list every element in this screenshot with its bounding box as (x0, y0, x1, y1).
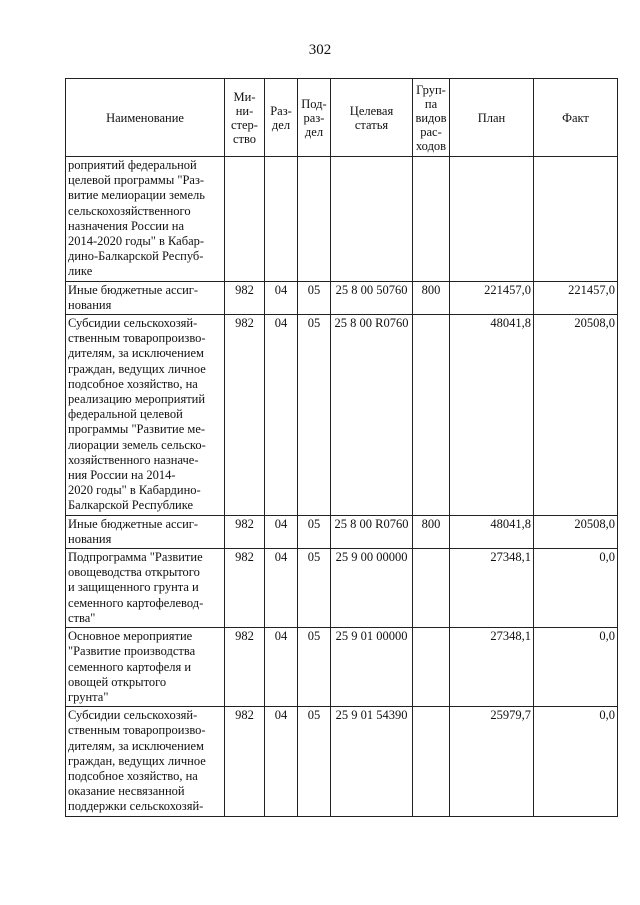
cell-fact: 221457,0 (534, 281, 618, 314)
cell-ministry: 982 (225, 515, 265, 548)
name-line: витие мелиорации земель (68, 188, 205, 203)
name-line: Балкарской Республике (68, 498, 194, 513)
cell-subsection: 05 (298, 281, 331, 314)
name-line: роприятий федеральной (68, 158, 197, 172)
cell-target (331, 157, 413, 282)
budget-table (65, 78, 618, 817)
name-line: хозяйственного назначе- (68, 452, 199, 467)
cell-target: 25 8 00 50760 (331, 281, 413, 314)
name-line: 2020 годы" в Кабардино- (68, 483, 201, 498)
name-line: Иные бюджетные ассиг- (68, 516, 199, 531)
name-line: подсобное хозяйство, на (68, 768, 198, 783)
name-line: грунта" (68, 689, 109, 704)
name-line: граждан, ведущих личное (68, 361, 206, 376)
cell-plan (450, 157, 534, 282)
name-line: нования (68, 297, 112, 312)
name-line: дино-Балкарской Респуб- (68, 249, 204, 264)
cell-target: 25 8 00 R0760 (331, 315, 413, 516)
table-row (66, 628, 618, 707)
header-line: Груп- (416, 82, 446, 97)
cell-name (66, 707, 225, 816)
cell-section (265, 157, 298, 282)
header-line: Целевая (349, 103, 394, 118)
header-line: видов (415, 110, 447, 125)
header-line: статья (354, 117, 389, 132)
header-section (265, 79, 298, 157)
cell-group (413, 157, 450, 282)
name-line: ства" (68, 610, 96, 625)
table-row (66, 281, 618, 314)
header-fact: Факт (534, 79, 618, 157)
name-line: ния России на 2014- (68, 468, 176, 483)
name-line: дителям, за исключением (68, 738, 204, 753)
table-row (66, 157, 618, 282)
name-line: ственным товаропроизво- (68, 331, 206, 346)
name-line: лике (68, 264, 93, 279)
cell-group (413, 628, 450, 707)
name-line: реализацию мероприятий (68, 392, 206, 407)
cell-group: 800 (413, 281, 450, 314)
cell-section: 04 (265, 549, 298, 628)
table-body (66, 157, 618, 817)
name-line: ственным товаропроизво- (68, 723, 206, 738)
cell-ministry: 982 (225, 707, 265, 816)
name-line: и защищенного грунта и (68, 580, 199, 595)
cell-ministry: 982 (225, 549, 265, 628)
header-line: Раз- (270, 103, 292, 118)
header-target (331, 79, 413, 157)
cell-plan: 221457,0 (450, 281, 534, 314)
header-plan: План (450, 79, 534, 157)
name-line: дителям, за исключением (68, 346, 204, 361)
cell-plan: 25979,7 (450, 707, 534, 816)
name-line: Субсидии сельскохозяй- (68, 316, 198, 331)
cell-target: 25 9 01 00000 (331, 628, 413, 707)
header-line: стер- (231, 117, 258, 132)
cell-plan: 48041,8 (450, 315, 534, 516)
name-line: Субсидии сельскохозяй- (68, 708, 198, 723)
cell-section: 04 (265, 628, 298, 707)
name-line: Иные бюджетные ассиг- (68, 282, 199, 297)
cell-subsection (298, 157, 331, 282)
cell-fact (534, 157, 618, 282)
table-row (66, 515, 618, 548)
header-subsection (298, 79, 331, 157)
name-line: "Развитие производства (68, 644, 196, 659)
cell-section: 04 (265, 315, 298, 516)
header-line: ходов (415, 138, 447, 153)
cell-subsection: 05 (298, 707, 331, 816)
cell-group: 800 (413, 515, 450, 548)
cell-target: 25 9 01 54390 (331, 707, 413, 816)
header-row (66, 79, 618, 157)
cell-fact: 20508,0 (534, 315, 618, 516)
header-line: па (424, 96, 438, 111)
cell-group (413, 315, 450, 516)
header-group (413, 79, 450, 157)
cell-section: 04 (265, 707, 298, 816)
cell-plan: 27348,1 (450, 628, 534, 707)
name-line: Подпрограмма "Развитие (68, 550, 203, 565)
header-line: дел (304, 124, 324, 139)
cell-name (66, 157, 225, 282)
name-line: граждан, ведущих личное (68, 753, 206, 768)
cell-section: 04 (265, 281, 298, 314)
cell-name (66, 515, 225, 548)
cell-target: 25 9 00 00000 (331, 549, 413, 628)
cell-group (413, 549, 450, 628)
header-line: ство (232, 131, 257, 146)
name-line: нования (68, 531, 112, 546)
page-number: 302 (308, 42, 332, 58)
cell-name (66, 281, 225, 314)
cell-group (413, 707, 450, 816)
cell-subsection: 05 (298, 515, 331, 548)
cell-name (66, 315, 225, 516)
cell-subsection: 05 (298, 315, 331, 516)
cell-name (66, 549, 225, 628)
name-line: федеральной целевой (68, 407, 183, 422)
name-line: подсобное хозяйство, на (68, 376, 198, 391)
table-row (66, 315, 618, 516)
cell-subsection: 05 (298, 549, 331, 628)
header-line: ни- (235, 103, 254, 118)
name-line: целевой программы "Раз- (68, 173, 205, 188)
header-line: дел (271, 117, 291, 132)
name-line: 2014-2020 годы" в Кабар- (68, 234, 205, 249)
cell-fact: 0,0 (534, 707, 618, 816)
name-line: Основное мероприятие (68, 629, 193, 644)
table-row (66, 707, 618, 816)
header-ministry (225, 79, 265, 157)
cell-ministry: 982 (225, 281, 265, 314)
name-line: сельскохозяйственного (68, 203, 191, 218)
table-row (66, 549, 618, 628)
name-line: семенного картофеля и (68, 659, 192, 674)
name-line: оказание несвязанной (68, 784, 185, 799)
header-line: рас- (420, 124, 442, 139)
cell-plan: 27348,1 (450, 549, 534, 628)
header-line: раз- (303, 110, 325, 125)
cell-target: 25 8 00 R0760 (331, 515, 413, 548)
header-name: Наименование (66, 79, 225, 157)
cell-plan: 48041,8 (450, 515, 534, 548)
cell-ministry (225, 157, 265, 282)
cell-fact: 0,0 (534, 628, 618, 707)
header-line: Под- (301, 96, 327, 111)
header-line: Ми- (233, 89, 256, 104)
name-line: семенного картофелевод- (68, 595, 204, 610)
cell-section: 04 (265, 515, 298, 548)
cell-subsection: 05 (298, 628, 331, 707)
name-line: лиорации земель сельско- (68, 437, 206, 452)
cell-fact: 0,0 (534, 549, 618, 628)
name-line: поддержки сельскохозяй- (68, 799, 204, 814)
name-line: назначения России на (68, 218, 185, 233)
cell-fact: 20508,0 (534, 515, 618, 548)
name-line: овощей открытого (68, 674, 167, 689)
name-line: овощеводства открытого (68, 565, 200, 580)
cell-ministry: 982 (225, 628, 265, 707)
cell-ministry: 982 (225, 315, 265, 516)
cell-name (66, 628, 225, 707)
name-line: программы "Развитие ме- (68, 422, 206, 437)
